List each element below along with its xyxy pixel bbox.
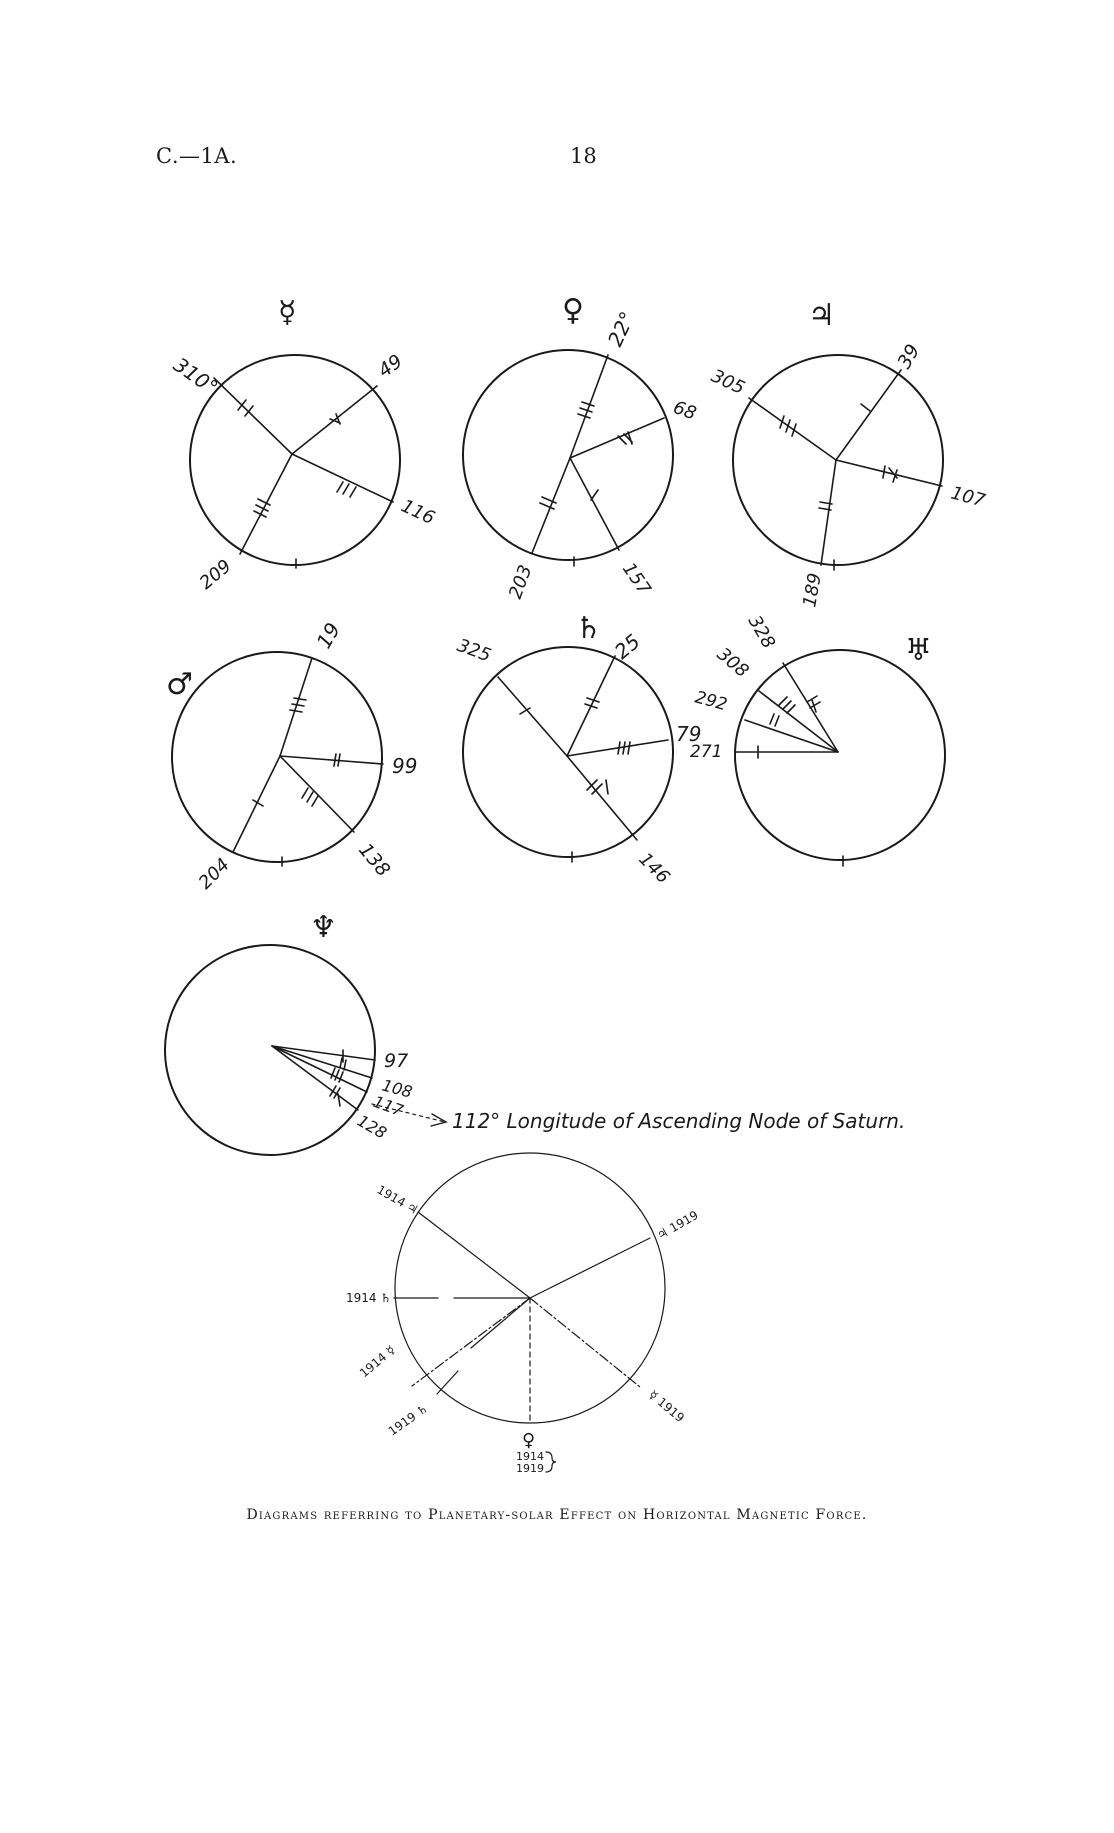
mercury-label-310: 310° <box>169 352 223 400</box>
mars-label-19: 19 <box>311 618 346 653</box>
mercury-label-49: 49 <box>374 350 407 383</box>
venus-label-203: 203 <box>504 562 537 602</box>
combined-label-venus-1919: 1919 <box>516 1462 544 1475</box>
mars-diagram <box>166 618 417 893</box>
neptune-diagram <box>165 910 905 1155</box>
uranus-label-308: 308 <box>712 643 753 682</box>
figure-caption: Diagrams referring to Planetary-solar Effect on Horizontal Magnetic Force. <box>246 1507 868 1523</box>
saturn-diagram <box>454 611 701 888</box>
document-reference: C.—1A. <box>156 144 238 168</box>
combined-venus-symbol: ♀ <box>522 1430 536 1451</box>
jupiter-label-305: 305 <box>707 365 748 400</box>
combined-label-venus-1914: 1914 <box>516 1450 544 1463</box>
mercury-label-209: 209 <box>195 555 236 594</box>
combined-diagram <box>346 1153 701 1475</box>
uranus-label-328: 328 <box>743 612 780 653</box>
uranus-label-271: 271 <box>690 742 723 762</box>
mercury-diagram <box>169 295 438 594</box>
uranus-diagram <box>690 612 945 866</box>
mercury-symbol: ☿ <box>278 295 297 330</box>
combined-label-1919-saturn: 1919 ♄ <box>385 1401 431 1439</box>
jupiter-label-39: 39 <box>893 340 925 373</box>
mars-label-204: 204 <box>194 854 234 894</box>
neptune-label-117: 117 <box>370 1091 406 1121</box>
neptune-symbol: ♆ <box>310 910 337 945</box>
saturn-node-annotation: 112° Longitude of Ascending Node of Saturn. <box>452 1109 906 1133</box>
saturn-label-79: 79 <box>676 722 702 746</box>
combined-label-1914-saturn: 1914 ♄ <box>346 1291 392 1305</box>
neptune-label-128: 128 <box>354 1111 390 1143</box>
neptune-label-97: 97 <box>384 1050 409 1072</box>
venus-symbol: ♀ <box>562 293 584 328</box>
combined-label-1914-jupiter: 1914 ♃ <box>374 1182 421 1218</box>
combined-label-1914-mercury: 1914 ☿ <box>356 1342 398 1381</box>
saturn-label-25: 25 <box>609 629 645 664</box>
neptune-label-108: 108 <box>379 1075 415 1102</box>
venus-diagram <box>463 293 699 602</box>
saturn-label-146: 146 <box>634 848 674 888</box>
mars-label-138: 138 <box>354 839 395 881</box>
saturn-symbol: ♄ <box>575 611 602 646</box>
mars-label-99: 99 <box>392 754 418 778</box>
venus-label-22: 22° <box>602 307 640 351</box>
mercury-label-116: 116 <box>397 495 438 530</box>
page-number: 18 <box>570 144 597 168</box>
uranus-label-292: 292 <box>692 687 730 716</box>
venus-label-68: 68 <box>670 396 699 425</box>
saturn-label-325: 325 <box>454 634 494 667</box>
uranus-symbol: ♅ <box>905 633 932 668</box>
combined-label-mercury-1919: ☿ 1919 <box>646 1387 688 1426</box>
mars-symbol: ♂ <box>166 667 193 702</box>
jupiter-label-107: 107 <box>948 482 988 512</box>
jupiter-symbol: ♃ <box>808 298 835 333</box>
combined-label-jupiter-1919: ♃ 1919 <box>654 1207 701 1243</box>
jupiter-diagram <box>708 298 988 609</box>
jupiter-label-189: 189 <box>799 571 826 609</box>
venus-label-157: 157 <box>617 558 655 600</box>
